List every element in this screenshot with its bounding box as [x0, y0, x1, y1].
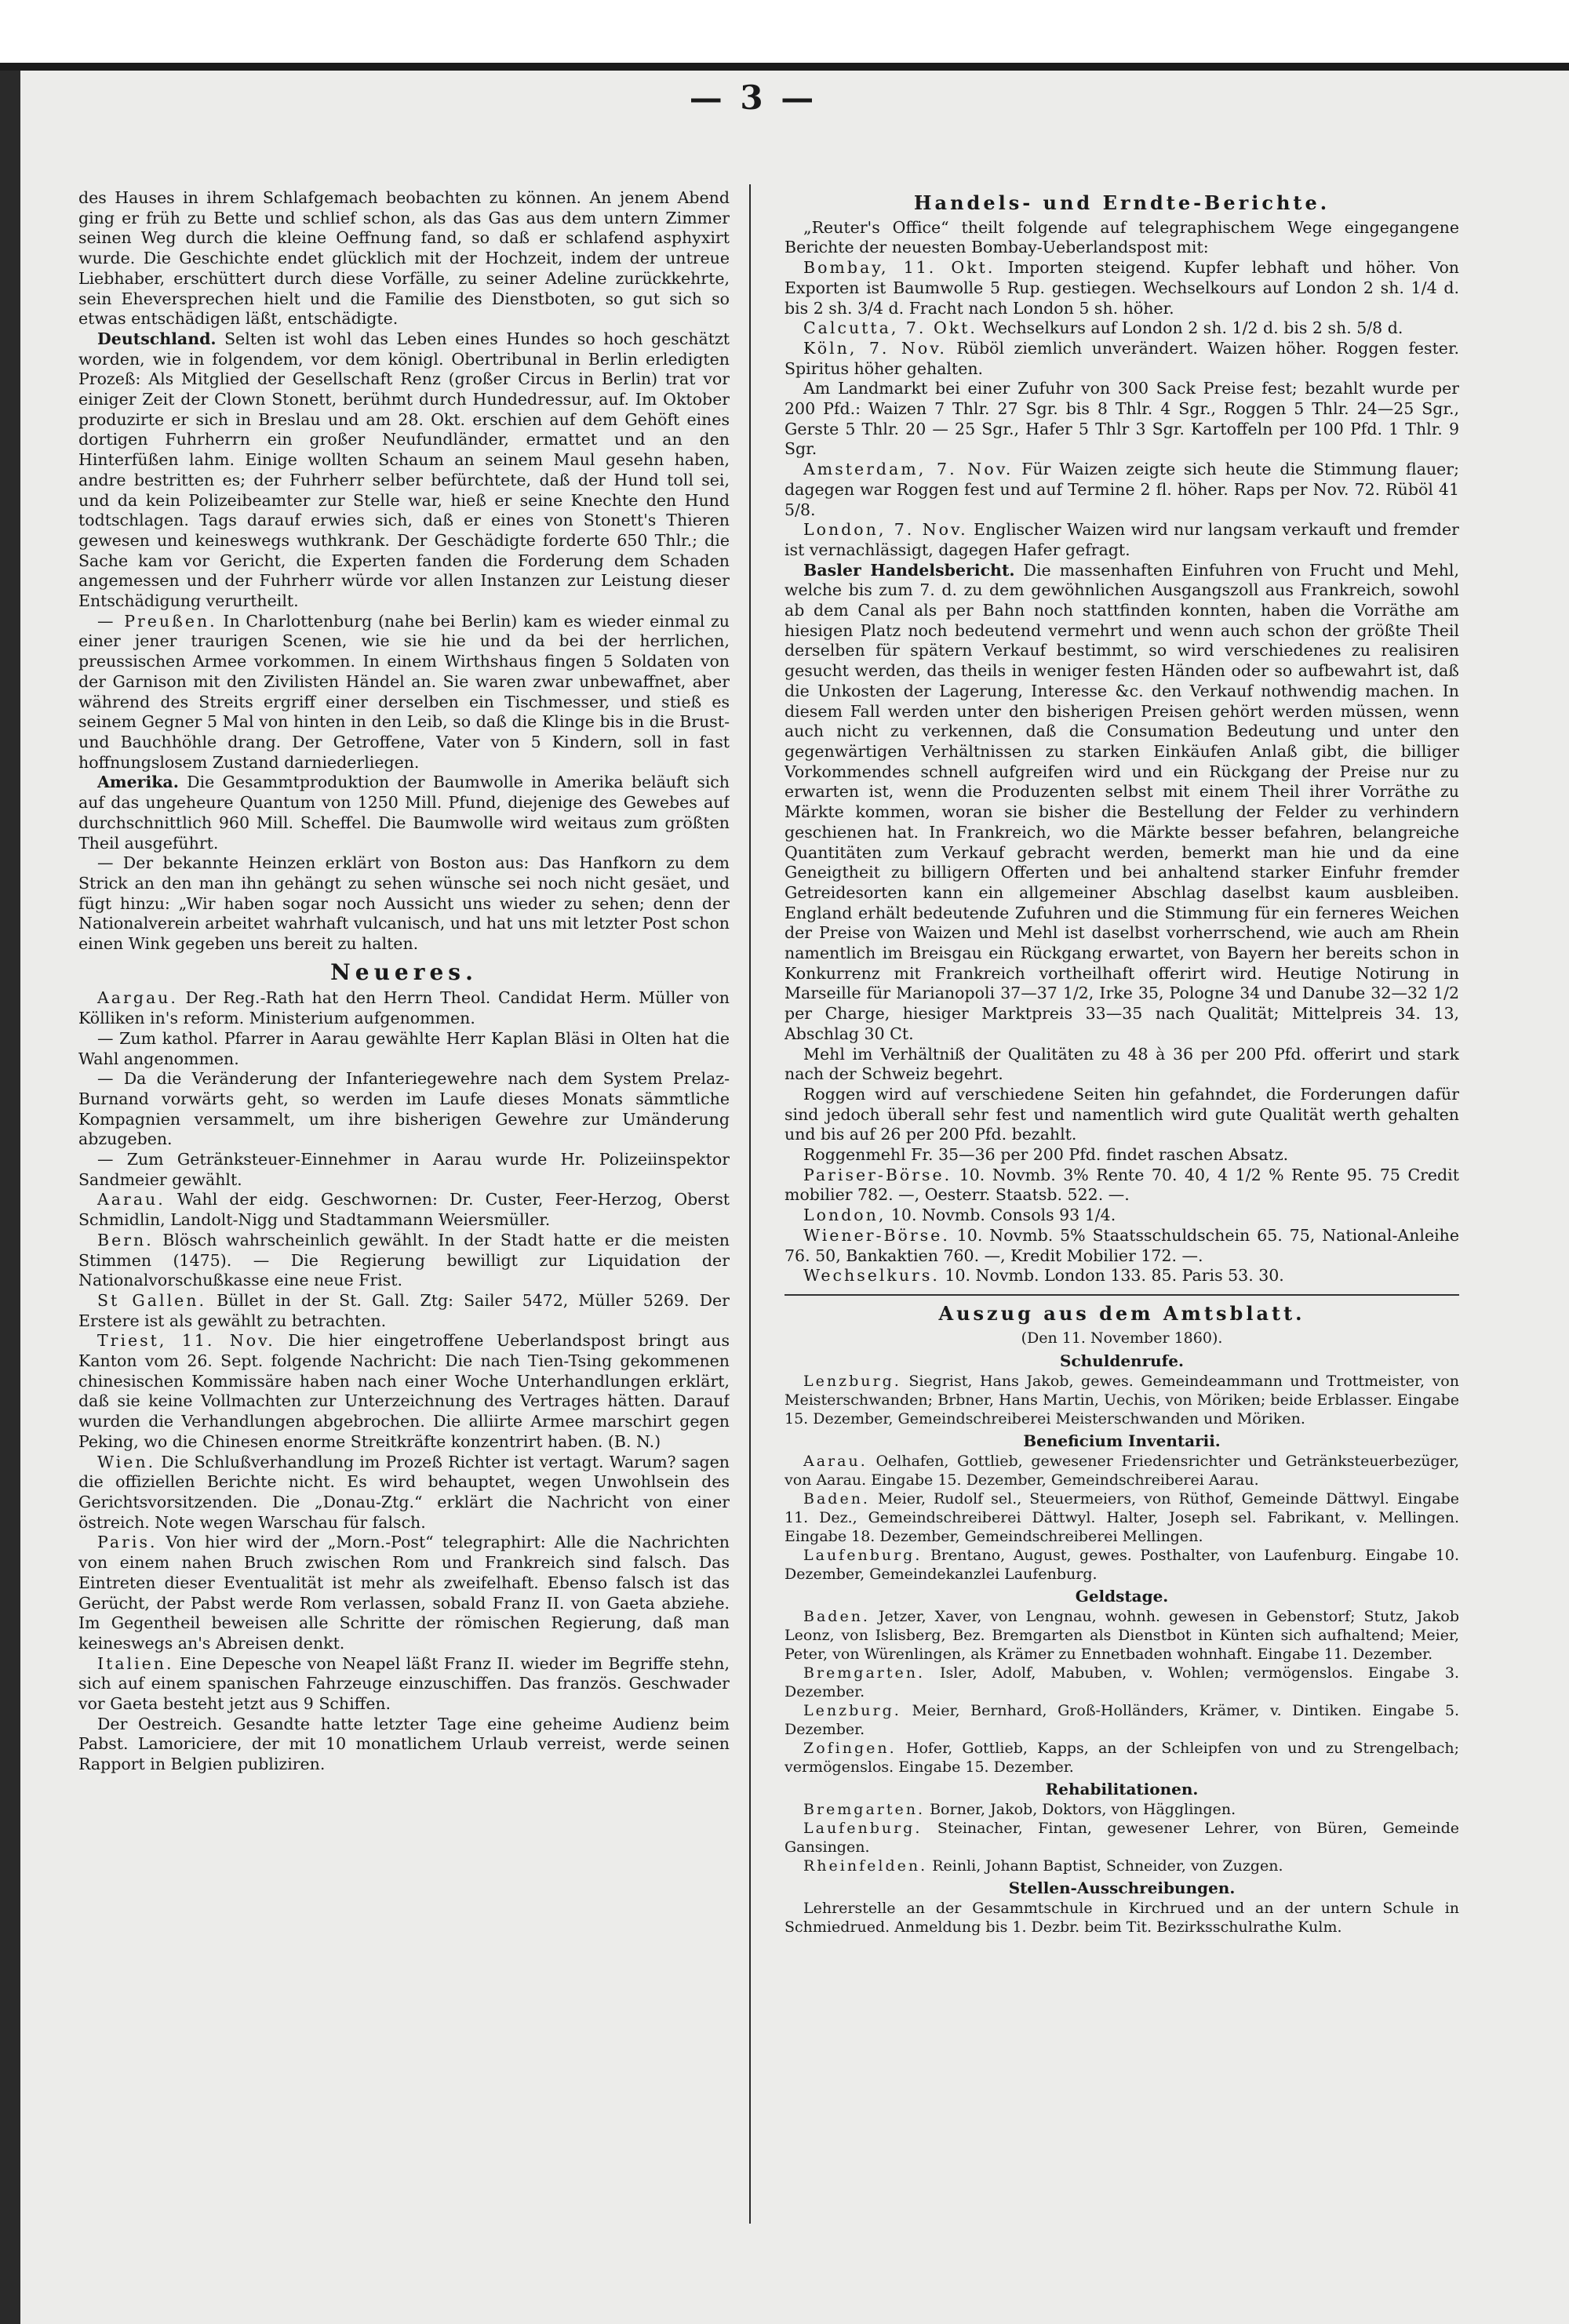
- section-title-amtsblatt: Auszug aus dem Amtsblatt.: [938, 1301, 1305, 1325]
- article-amerika: [78, 773, 730, 853]
- report-item: [784, 318, 1459, 339]
- bourse-item: [784, 1226, 1459, 1266]
- notice-text: Meier, Bernhard, Groß-Holländers, Krämer, v. Dintiken. Eingabe 5. Dezember.: [784, 1702, 1459, 1739]
- notice-text: Hofer, Gottlieb, Kapps, an der Schleipfen von und zu Strengelbach; vermögenslos. Eingabe 15. Dezember.: [784, 1740, 1459, 1777]
- report-item: Roggenmehl Fr. 35—36 per 200 Pfd. findet raschen Absatz.: [803, 1145, 1289, 1165]
- notice-item: [784, 1701, 1459, 1739]
- section-rule: [784, 1294, 1459, 1296]
- notice-lead: Bremgarten.: [803, 1664, 926, 1682]
- subsection-title: Schuldenrufe.: [1060, 1351, 1184, 1371]
- news-text: Wahl der eidg. Geschwornen: Dr. Custer, Feer-Herzog, Oberst Schmidlin, Landolt-Nigg und Stadtammann Weiersmüller.: [78, 1190, 730, 1230]
- notice-text: Isler, Adolf, Mabuben, v. Wohlen; vermögenslos. Eingabe 3. Dezember.: [784, 1664, 1459, 1701]
- bourse-text: 10. Novmb. 5% Staatsschuldschein 65. 75, National-Anleihe 76. 50, Bankaktien 760. —, Kredit Mobilier 172. —.: [784, 1225, 1459, 1265]
- news-item: [78, 1331, 730, 1452]
- amtsblatt-body: [784, 1351, 1459, 1937]
- report-item: Am Landmarkt bei einer Zufuhr von 300 Sack Preise fest; bezahlt wurde per 200 Pfd.: Waizen 7 Thlr. 27 Sgr. bis 8 Thlr. 4 Sgr., Roggen 5 Thlr. 24—25 Sgr., Gerste 5 Thlr. 20 — 25 Sgr., Hafer 5 Thlr 3 Sgr. Kartoffeln per 100 Pfd. 1 Thlr. 9 Sgr.: [784, 379, 1459, 459]
- report-item: [784, 339, 1459, 379]
- news-text: Blösch wahrscheinlich gewählt. In der Stadt hatte er die meisten Stimmen (1475). — Die Regierung bewilligt zur Liquidation der Nationalvorschußkasse eine neue Frist.: [78, 1230, 730, 1290]
- subsection-title: Stellen-Ausschreibungen.: [1008, 1878, 1236, 1898]
- news-text: Von hier wird der „Morn.-Post“ telegraphirt: Alle die Nachrichten von einem nahen Bruch zwischen Rom und Frankreich sind falsch. Das Eintreten dieser Eventualität ist mehr als zweifelhaft. Ebenso falsch ist das Gerücht, der Pabst werde Rom verlassen, sobald Franz II. von Gaeta abziehe. Im Gegentheil beweisen alle Schritte der römischen Regierung, daß man keineswegs an's Abreisen denkt.: [78, 1533, 730, 1653]
- news-item: — Zum Getränksteuer-Einnehmer in Aarau wurde Hr. Polizeiinspektor Sandmeier gewählt.: [78, 1150, 730, 1189]
- report-text: Wechselkurs auf London 2 sh. 1/2 d. bis 2 sh. 5/8 d.: [982, 318, 1403, 338]
- notice-text: Meier, Rudolf sel., Steuermeiers, von Rüthof, Gemeinde Dättwyl. Eingabe 11. Dez., Gemeindschreiberei Dättwyl. Halter, Joseph sel. Fabrikant, v. Mellingen. Eingabe 18. Dezember, Gemeindschreiberei Mellingen.: [784, 1490, 1459, 1546]
- news-lead: Wien.: [97, 1452, 156, 1471]
- report-text: Englischer Waizen wird nur langsam verkauft und fremder ist vernachlässigt, dagegen Hafer gefragt.: [784, 520, 1459, 559]
- news-item: [78, 1533, 730, 1653]
- news-lead: Paris.: [97, 1533, 158, 1552]
- report-item: Mehl im Verhältniß der Qualitäten zu 48 à 36 per 200 Pfd. offerirt und stark nach der Schweiz begehrt.: [784, 1044, 1459, 1084]
- news-item: — Zum kathol. Pfarrer in Aarau gewählte Herr Kaplan Bläsi in Olten hat die Wahl angenommen.: [78, 1028, 730, 1068]
- article-text: Die Gesammtproduktion der Baumwolle in Amerika beläuft sich auf das ungeheure Quantum von 1250 Mill. Pfund, diejenige des Gewebes auf durchschnittlich 960 Mill. Scheffel. Die Baumwolle wird weitaus zum größten Theil ausgeführt.: [78, 773, 730, 853]
- article-preussen: [78, 612, 730, 773]
- notice-item: Lehrerstelle an der Gesammtschule in Kirchrued und an der untern Schule in Schmiedrued. Anmeldung bis 1. Dezbr. beim Tit. Bezirksschulrathe Kulm.: [784, 1900, 1459, 1937]
- news-lead: Italien.: [97, 1653, 174, 1673]
- notice-item: [784, 1489, 1459, 1546]
- report-item: [784, 520, 1459, 560]
- bourse-item: [784, 1166, 1459, 1206]
- notice-text: Reinli, Johann Baptist, Schneider, von Zuzgen.: [932, 1857, 1283, 1875]
- news-item: [78, 1231, 730, 1291]
- notice-item: [784, 1607, 1459, 1664]
- article-deutschland: [78, 329, 730, 612]
- notice-item: [784, 1546, 1459, 1584]
- article-lead: Amerika.: [97, 773, 179, 792]
- report-lead: Bombay, 11. Okt.: [803, 258, 996, 278]
- report-item: [784, 258, 1459, 318]
- subsection-title: Geldstage.: [1075, 1587, 1169, 1606]
- report-lead: Amsterdam, 7. Nov.: [803, 460, 1014, 479]
- notice-text: Jetzer, Xaver, von Lengnau, wohnh. gewesen in Gebenstorf; Stutz, Jakob Leonz, von Islisberg, Bez. Bremgarten als Dienstbot in Künten sich aufhaltend; Meier, Peter, von Würenlingen, als Krämer zu Ennetbaden wohnhaft. Eingabe 11. Dezember.: [784, 1608, 1459, 1664]
- news-item: Der Oestreich. Gesandte hatte letzter Tage eine geheime Audienz beim Pabst. Lamoriciere, der mit 10 monatlichem Urlaub verreist, werde seinen Rapport in Belgien publiziren.: [78, 1714, 730, 1774]
- notice-item: [784, 1452, 1459, 1489]
- article-text: In Charlottenburg (nahe bei Berlin) kam es wieder einmal zu einer jener traurigen Scenen, wie sie hie und da bei der herrlichen, preussischen Armee vorkommen. In einem Wirthshaus fingen 5 Soldaten von der Garnison mit den Zivilisten Händel an. Sie waren zwar unbewaffnet, aber während des Streits ergriff einer derselben ein Tischmesser, und stieß es seinem Gegner 5 Mal von hinten in den Leib, so daß die Klinge bis in die Brust- und Bauchhöhle drang. Der Getroffene, Vater von 5 Kindern, soll in fast hoffnungslosem Zustand darniederliegen.: [78, 611, 730, 772]
- bourse-text: 10. Novmb. London 133. 85. Paris 53. 30.: [945, 1266, 1284, 1286]
- bourse-lead: Wechselkurs.: [803, 1266, 940, 1286]
- right-column: [784, 188, 1459, 2212]
- bourse-lead: Wiener-Börse.: [803, 1225, 950, 1245]
- subsection-title: Rehabilitationen.: [1045, 1780, 1199, 1799]
- section-title-neueres: Neueres.: [330, 958, 478, 985]
- article-heinzen: — Der bekannte Heinzen erklärt von Boston aus: Das Hanfkorn zu dem Strick an den man ihn gehängt zu sehen wünsche sei noch nicht gesäet, und fügt hinzu: „Wir haben sogar noch Aussicht uns wieder zu sehen; denn der Nationalverein arbeitet wahrhaft vulcanisch, und hat uns mit letzter Post schon einen Wink gegeben uns bereit zu halten.: [78, 853, 730, 954]
- notice-text: Borner, Jakob, Doktors, von Hägglingen.: [930, 1801, 1236, 1819]
- bourse-lead: Pariser-Börse.: [803, 1165, 952, 1184]
- news-text: Büllet in der St. Gall. Ztg: Sailer 5472, Müller 5269. Der Erstere ist als gewählt zu betrachten.: [78, 1290, 730, 1330]
- notice-lead: Baden.: [803, 1608, 870, 1626]
- paragraph-continued: des Hauses in ihrem Schlafgemach beobachten zu können. An jenem Abend ging er früh zu Bette und schlief schon, als das Gas aus dem untern Zimmer seinen Weg durch die kleine Oeffnung fand, so daß er schlafend asphyxirt wurde. Die Geschichte endet glücklich mit der Hochzeit, indem der untreue Liebhaber, erschüttert durch diese Vorfälle, zu seiner Adeline zurückkehrte, sein Eheversprechen hielt und die Familie des Dienstboten, so gut sich so etwas entschädigen läßt, entschädigte.: [78, 188, 730, 329]
- news-lead: St Gallen.: [97, 1290, 206, 1310]
- news-item: — Da die Veränderung der Infanteriegewehre nach dem System Prelaz-Burnand vorwärts geht, so werden im Laufe dieses Monats sämmtliche Kompagnien versammelt, um ihre bisherigen Gewehre zur Umänderung abzugeben.: [78, 1069, 730, 1149]
- amtsblatt-date: (Den 11. November 1860).: [1021, 1329, 1223, 1347]
- news-item: [78, 1291, 730, 1331]
- report-lead: London, 7. Nov.: [803, 520, 968, 540]
- notice-item: [784, 1664, 1459, 1701]
- article-lead: — Preußen.: [97, 611, 217, 631]
- news-text: Die Schlußverhandlung im Prozeß Richter ist vertagt. Warum? sagen die offiziellen Berichte nicht. Es wird behauptet, wegen Unwohlsein des Gerichtsvorsitzenden. Die „Donau-Ztg.“ erklärt die Nachricht von einer östreich. Note wegen Warschau für falsch.: [78, 1452, 730, 1532]
- bourse-text: 10. Novmb. Consols 93 1/4.: [890, 1206, 1116, 1225]
- news-text: Eine Depesche von Neapel läßt Franz II. wieder im Begriffe stehn, sich auf einem spanischen Fahrzeuge einzuschiffen. Das französ. Geschwader vor Gaeta besteht jetzt aus 9 Schiffen.: [78, 1653, 730, 1714]
- news-item: [78, 1453, 730, 1533]
- report-intro: „Reuter's Office“ theilt folgende auf telegraphischem Wege eingegangene Berichte der neuesten Bombay-Ueberlandspost mit:: [784, 217, 1459, 257]
- news-item: [78, 988, 730, 1028]
- report-lead: Basler Handelsbericht.: [803, 560, 1015, 580]
- report-item: [784, 460, 1459, 520]
- news-lead: Bern.: [97, 1230, 154, 1249]
- subsection-title: Beneficium Inventarii.: [1023, 1431, 1221, 1451]
- notice-lead: Lenzburg.: [803, 1702, 901, 1720]
- notice-lead: Zofingen.: [803, 1740, 897, 1758]
- column-divider: [749, 184, 751, 2224]
- notice-lead: Lenzburg.: [803, 1373, 901, 1391]
- news-lead: Triest, 11. Nov.: [97, 1331, 275, 1351]
- bourse-lead: London,: [803, 1206, 886, 1225]
- report-text: Die massenhaften Einfuhren von Frucht und Mehl, welche bis zum 7. d. zu dem gewöhnlichen Ausgangszoll aus Frankreich, sowohl ab dem Canal als per Bahn noch stattfinden konnten, haben die Vorräthe am hiesigen Platz noch bedeutend vermehrt und wenn auch schon der größte Theil derselben für spätern Verkauf bestimmt, so wird verschiedenes zu realisiren gesucht werden, das theils in weniger festen Händen oder so aufbewahrt ist, daß die Unkosten der Lagerung, Interesse &c. den Verkauf nothwendig machen. In diesem Fall werden unter den bisherigen Preisen gehört werden müssen, wenn auch nicht zu verkennen, daß die Consumation Bedeutung und unter den gegenwärtigen Verhältnissen zu starken Einkäufen Anlaß gibt, die billiger Vorkommendes schnell aufgreifen wird und ein Rückgang der Preise nur zu erwarten ist, wenn die Produzenten selbst mit einem Theil ihrer Vorräthe zu Märkte kommen, woran sie bisher die Bestellung der Felder zu verhindern geschienen hat. In Frankreich, wo die Märkte besser befahren, belangreiche Quantitäten zum Verkauf gebracht werden, bemerkt man hie und da eine Geneigtheit zu billigern Offerten und bei anhaltend starker Einfuhr fremder Getreidesorten kann ein allgemeiner Abschlag daselbst kaum ausbleiben. England erhält bedeutende Zufuhren und die Stimmung für ein ferneres Weichen der Preise von Waizen und Mehl ist daselbst vorherrschend, wie auch am Rhein namentlich im Breisgau ein Rückgang erwartet, von Bayern her bereits schon in Konkurrenz mit Frankreich vortheilhaft offerirt wird. Heutige Notirung in Marseille für Marianopoli 37—37 1/2, Irke 35, Pologne 34 und Danube 32—32 1/2 per Charge, hiesiger Marktpreis 33—35 nach Qualität; Mittelpreis 34. 13, Abschlag 30 Ct.: [784, 560, 1459, 1043]
- page-number: — 3 —: [689, 78, 817, 117]
- section-title-handels: Handels- und Erndte-Berichte.: [913, 191, 1331, 214]
- scan-top-margin: [0, 0, 1569, 63]
- notice-item: [784, 1800, 1459, 1819]
- news-lead: Aargau.: [97, 988, 178, 1008]
- bourse-item: [784, 1266, 1459, 1286]
- report-text: Importen steigend. Kupfer lebhaft und höher. Von Exporten ist Baumwolle 5 Rup. gestiegen. Wechselkours auf London 2 sh. 1/4 d. bis 2 sh. 3/4 d. Fracht nach London 5 sh. höher.: [784, 258, 1459, 318]
- bourse-item: [784, 1206, 1459, 1226]
- notice-text: Steinacher, Fintan, gewesener Lehrer, von Büren, Gemeinde Gansingen.: [784, 1820, 1459, 1857]
- report-lead: Calcutta, 7. Okt.: [803, 318, 977, 338]
- news-text: Der Reg.-Rath hat den Herrn Theol. Candidat Herm. Müller von Kölliken in's reform. Ministerium aufgenommen.: [78, 988, 730, 1028]
- notice-lead: Laufenburg.: [803, 1820, 923, 1838]
- news-item: [78, 1190, 730, 1230]
- article-lead: Deutschland.: [97, 329, 217, 348]
- notice-text: Siegrist, Hans Jakob, gewes. Gemeindeammann und Trottmeister, von Meisterschwanden; Brbner, Hans Martin, Uechis, von Möriken; beide Erblasser. Eingabe 15. Dezember, Gemeindschreiberei Meisterschwanden und Möriken.: [784, 1373, 1459, 1428]
- notice-lead: Bremgarten.: [803, 1801, 926, 1819]
- notice-text: Oelhafen, Gottlieb, gewesener Friedensrichter und Getränksteuerbezüger, von Aarau. Eingabe 15. Dezember, Gemeindschreiberei Aarau.: [784, 1453, 1459, 1489]
- basler-report: [784, 561, 1459, 1045]
- notice-lead: Laufenburg.: [803, 1547, 923, 1565]
- scan-edge: [0, 63, 1569, 71]
- notice-lead: Aarau.: [803, 1453, 868, 1471]
- report-lead: Köln, 7. Nov.: [803, 338, 947, 358]
- news-item: [78, 1654, 730, 1715]
- report-text: Rüböl ziemlich unverändert. Waizen höher. Roggen fester. Spiritus höher gehalten.: [784, 338, 1459, 378]
- notice-lead: Baden.: [803, 1490, 870, 1508]
- notice-item: [784, 1372, 1459, 1428]
- notice-item: [784, 1857, 1459, 1875]
- notice-item: [784, 1739, 1459, 1777]
- news-lead: Aarau.: [97, 1190, 166, 1209]
- news-text: Die hier eingetroffene Ueberlandspost bringt aus Kanton vom 26. Sept. folgende Nachricht: Die nach Tien-Tsing gekommenen chinesischen Kommissäre haben nach einer Woche Unterhandlungen erklärt, daß sie keine Vollmachten zur Unterzeichnung des Vertrages hätten. Darauf wurden die Verhandlungen abgebrochen. Die alliirte Armee marschirt gegen Peking, wo die Chinesen enorme Streitkräfte konzentrirt haben. (B. N.): [78, 1331, 730, 1451]
- report-text: Für Waizen zeigte sich heute die Stimmung flauer; dagegen war Roggen fest und auf Termine 2 fl. höher. Raps per Nov. 72. Rüböl 41 5/8.: [784, 460, 1459, 519]
- scan-left-edge: [0, 71, 20, 2324]
- article-text: Selten ist wohl das Leben eines Hundes so hoch geschätzt worden, wie in folgendem, vor dem königl. Obertribunal in Berlin erledigten Prozeß: Als Mitglied der Gesellschaft Renz (großer Circus in Berlin) trat vor einiger Zeit der Clown Stonett, berühmt durch Hundedressur, auf. Im Oktober produzirte er sich in Breslau und am 28. Okt. erschien auf dem Gehöft eines dortigen Fuhrherrn ein großer Neufundländer, ermattet und an den Hinterfüßen lahm. Einige wollten Schaum an seinem Maul gesehn haben, andre bestritten es; der Fuhrherr selber befürchtete, daß der Hund toll sei, und da kein Polizeibeamter zur Stelle war, hieß er seine Knechte den Hund todtschlagen. Tags darauf erwies sich, daß er eines von Stonett's Thieren gewesen und keineswegs wuthkrank. Der Geschädigte forderte 650 Thlr.; die Sache kam vor Gericht, die Experten fanden die Forderung dem Schaden angemessen und der Fuhrherr würde vor allen Instanzen zur Leistung dieser Entschädigung verurtheilt.: [78, 329, 730, 611]
- left-column: [78, 188, 730, 2196]
- notice-lead: Rheinfelden.: [803, 1857, 928, 1875]
- bourse-text: 10. Novmb. 3% Rente 70. 40, 4 1/2 % Rente 95. 75 Credit mobilier 782. —, Oesterr. Staatsb. 522. —.: [784, 1165, 1459, 1205]
- notice-text: Brentano, August, gewes. Posthalter, von Laufenburg. Eingabe 10. Dezember, Gemeindekanzlei Laufenburg.: [784, 1547, 1459, 1584]
- notice-item: [784, 1819, 1459, 1857]
- report-item: Roggen wird auf verschiedene Seiten hin gefahndet, die Forderungen dafür sind jedoch überall sehr fest und namentlich wird gute Qualität werth gehalten und bis auf 26 per 200 Pfd. bezahlt.: [784, 1084, 1459, 1144]
